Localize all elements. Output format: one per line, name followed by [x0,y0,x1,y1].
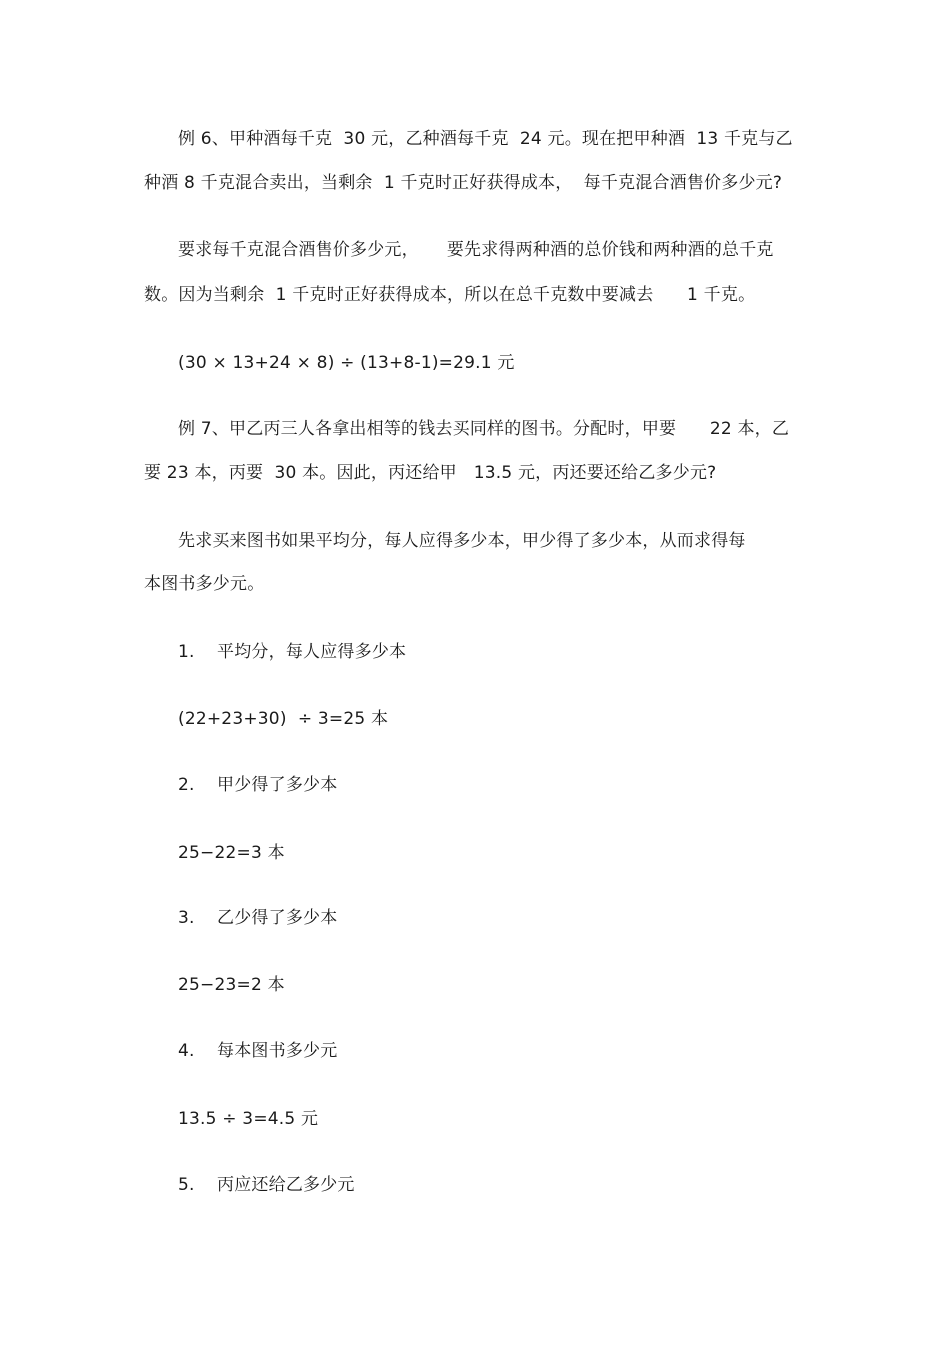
example-6-line-1: 例 6、甲种酒每千克 30 元，乙种酒每千克 24 元。现在把甲种酒 13 千克与乙 [178,129,793,149]
explanation-7-line-2: 本图书多少元。 [144,574,265,594]
step-4-formula: 13.5 ÷ 3=4.5 元 [178,1109,319,1129]
explanation-6-line-2: 数。因为当剩余 1 千克时正好获得成本，所以在总千克数中要减去 1 千克。 [144,285,756,305]
example-6-line-2: 种酒 8 千克混合卖出，当剩余 1 千克时正好获得成本， 每千克混合酒售价多少元? [144,173,783,193]
explanation-6-line-1: 要求每千克混合酒售价多少元， 要先求得两种酒的总价钱和两种酒的总千克 [178,240,774,260]
step-4-label: 4. 每本图书多少元 [178,1041,338,1061]
step-3-formula: 25−23=2 本 [178,975,285,995]
explanation-7-line-1: 先求买来图书如果平均分，每人应得多少本，甲少得了多少本，从而求得每 [178,531,746,551]
formula-6: (30 × 13+24 × 8) ÷ (13+8-1)=29.1 元 [178,353,515,373]
step-2-label: 2. 甲少得了多少本 [178,775,338,795]
example-7-line-1: 例 7、甲乙丙三人各拿出相等的钱去买同样的图书。分配时，甲要 22 本，乙 [178,419,790,439]
example-7-line-2: 要 23 本，丙要 30 本。因此，丙还给甲 13.5 元，丙还要还给乙多少元? [144,463,717,483]
step-3-label: 3. 乙少得了多少本 [178,908,338,928]
step-5-label: 5. 丙应还给乙多少元 [178,1175,355,1195]
step-1-formula: (22+23+30) ÷ 3=25 本 [178,709,389,729]
step-1-label: 1. 平均分，每人应得多少本 [178,642,407,662]
step-2-formula: 25−22=3 本 [178,843,285,863]
